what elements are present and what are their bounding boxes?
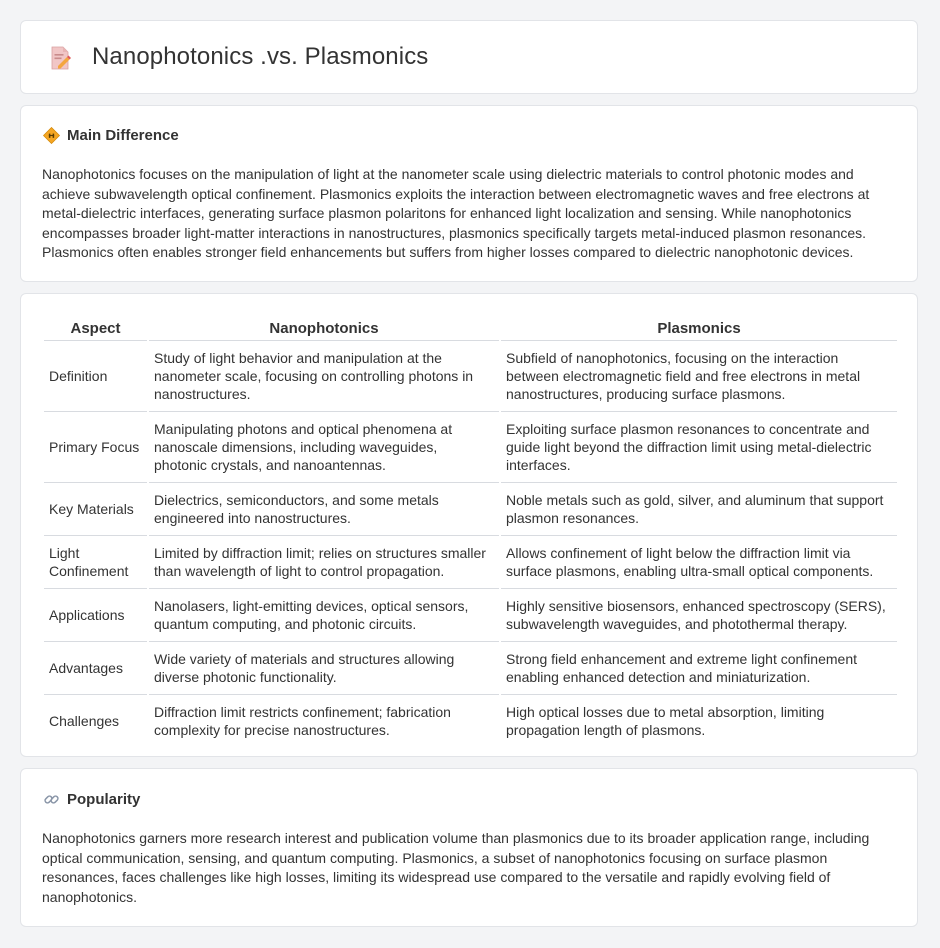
comparison-table [42,314,899,747]
main-difference-heading [43,127,179,144]
table-row [44,411,897,480]
plasmonics-cell: Highly sensitive biosensors, enhanced spectroscopy (SERS), subwavelength waveguides, and photothermal therapy. [501,588,897,639]
plasmonics-cell: Strong field enhancement and extreme light confinement enabling enhanced detection and miniaturization. [501,641,897,692]
aspect-cell: Primary Focus [44,411,147,480]
main-difference-title: Main Difference [67,127,179,144]
table-row [44,641,897,692]
plasmonics-cell: High optical losses due to metal absorption, limiting propagation length of plasmons. [501,694,897,745]
page-title: Nanophotonics .vs. Plasmonics [92,43,429,70]
column-header-nanophotonics: Nanophotonics [269,320,379,337]
table-row [44,588,897,639]
aspect-cell: Definition [44,340,147,409]
document-pencil-icon [47,45,73,71]
aspect-cell: Applications [44,588,147,639]
plasmonics-cell: Allows confinement of light below the diffraction limit via surface plasmons, enabling ultra-small optical components. [501,535,897,586]
nanophotonics-cell: Wide variety of materials and structures allowing diverse photonic functionality. [149,641,499,692]
table-row [44,694,897,745]
aspect-cell: Challenges [44,694,147,745]
link-icon [43,791,60,808]
main-difference-card [20,105,918,282]
aspect-cell: Light Confinement [44,535,147,586]
popularity-heading [43,791,140,808]
popularity-text: Nanophotonics garners more research interest and publication volume than plasmonics due to its broader application range, including optical communication, sensing, and quantum computing. Plasmonics, a subset of nanophotonics focusing on surface plasmon resonances, faces challenges like high losses, limiting its widespread use compared to the versatile and rapidly evolving field of nanophotonics. [42,830,870,905]
nanophotonics-cell: Manipulating photons and optical phenomena at nanoscale dimensions, including waveguides, photonic crystals, and nanoantennas. [149,411,499,480]
nanophotonics-cell: Diffraction limit restricts confinement; fabrication complexity for precise nanostructures. [149,694,499,745]
header-card [20,20,918,94]
plasmonics-cell: Exploiting surface plasmon resonances to concentrate and guide light beyond the diffraction limit using metal-dielectric interfaces. [501,411,897,480]
popularity-title: Popularity [67,791,141,808]
nanophotonics-cell: Nanolasers, light-emitting devices, optical sensors, quantum computing, and photonic circuits. [149,588,499,639]
diamond-sign-icon [43,127,60,144]
nanophotonics-cell: Limited by diffraction limit; relies on structures smaller than wavelength of light to control propagation. [149,535,499,586]
plasmonics-cell: Noble metals such as gold, silver, and aluminum that support plasmon resonances. [501,482,897,533]
nanophotonics-cell: Study of light behavior and manipulation at the nanometer scale, focusing on controlling photons in nanostructures. [149,340,499,409]
table-row [44,340,897,409]
main-difference-text: Nanophotonics focuses on the manipulation of light at the nanometer scale using dielectric materials to control photonic modes and achieve subwavelength optical confinement. Plasmonics exploits the interaction between electromagnetic waves and free electrons at metal-dielectric interfaces, generating surface plasmon polaritons for enhanced light localization and sensing. While nanophotonics encompasses broader light-matter interactions in nanostructures, plasmonics specifically targets metal-induced plasmon resonances. Plasmonics often enables stronger field enhancements but suffers from higher losses compared to dielectric nanophotonic devices. [42,166,870,260]
aspect-cell: Advantages [44,641,147,692]
nanophotonics-cell: Dielectrics, semiconductors, and some metals engineered into nanostructures. [149,482,499,533]
table-header-row [44,316,897,338]
column-header-aspect: Aspect [70,320,121,337]
aspect-cell: Key Materials [44,482,147,533]
table-row [44,482,897,533]
plasmonics-cell: Subfield of nanophotonics, focusing on the interaction between electromagnetic field and free electrons in metal nanostructures, producing surface plasmons. [501,340,897,409]
column-header-plasmonics: Plasmonics [657,320,741,337]
popularity-card [20,768,918,927]
table-row [44,535,897,586]
comparison-table-card [20,293,918,757]
